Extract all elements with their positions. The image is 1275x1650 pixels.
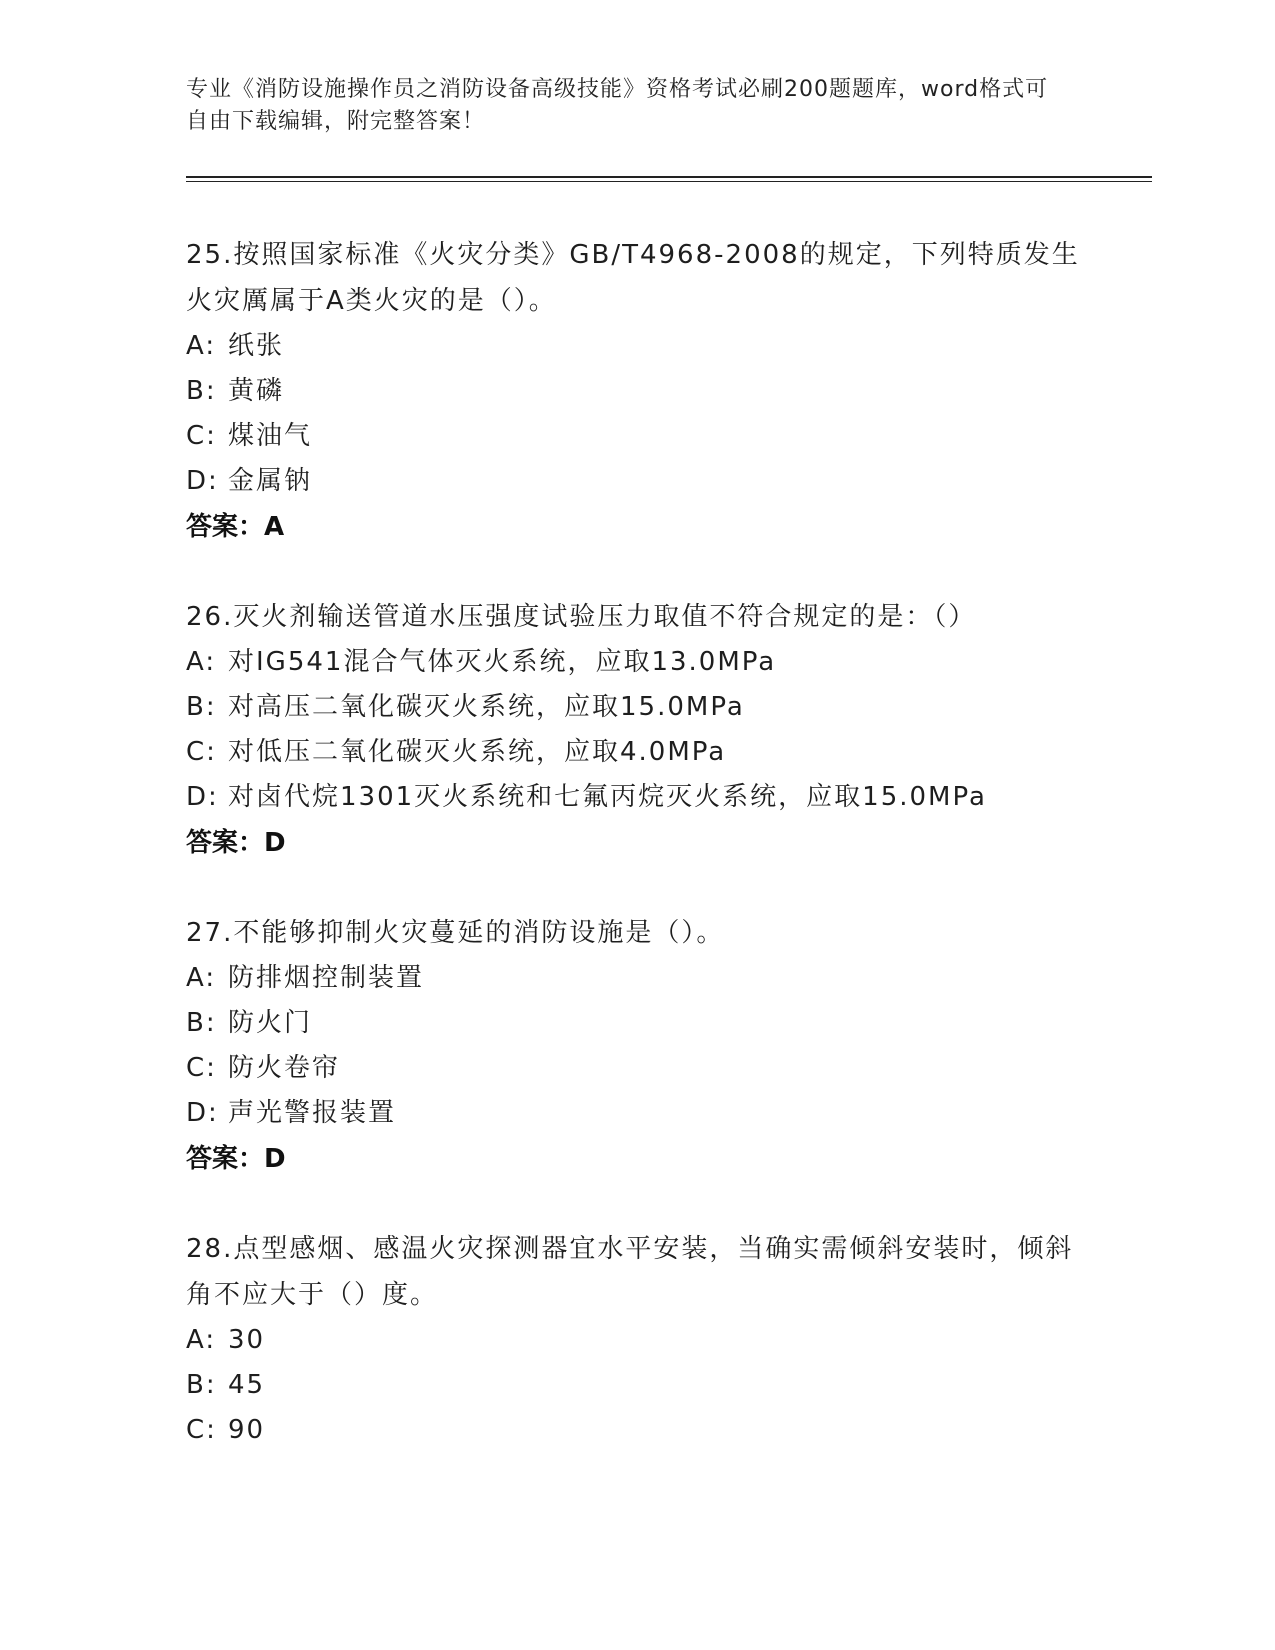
question-block	[186, 910, 1086, 1182]
answer-label: 答案：D	[186, 1144, 286, 1174]
option-row	[186, 1001, 1086, 1046]
option-row	[186, 640, 1086, 685]
option-row	[186, 685, 1086, 730]
option-key: A:	[186, 1325, 217, 1355]
option-row	[186, 324, 1086, 369]
option-text: 防火卷帘	[228, 1053, 341, 1083]
question-list	[186, 232, 1086, 1497]
option-key: D:	[186, 782, 219, 812]
question-stem: 26.灭火剂输送管道水压强度试验压力取值不符合规定的是：（）	[186, 602, 977, 632]
header-divider-thick	[186, 176, 1152, 178]
option-key: C:	[186, 1053, 217, 1083]
option-row	[186, 1363, 1086, 1408]
option-key: A:	[186, 647, 217, 677]
option-text: 金属钠	[228, 466, 313, 496]
option-key: D:	[186, 466, 219, 496]
question-block	[186, 1226, 1086, 1453]
option-row	[186, 1091, 1086, 1136]
option-row	[186, 1318, 1086, 1363]
option-row	[186, 775, 1086, 820]
option-text: 煤油气	[228, 421, 313, 451]
option-text: 对卤代烷1301灭火系统和七氟丙烷灭火系统，应取15.0MPa	[228, 782, 987, 812]
option-text: 黄磷	[228, 376, 285, 406]
answer-label: 答案：A	[186, 512, 285, 542]
question-stem: 25.按照国家标准《火灾分类》GB/T4968-2008的规定，下列特质发生火灾厲属于A类火灾的是（）。	[186, 240, 1080, 316]
option-key: C:	[186, 1415, 217, 1445]
question-block	[186, 594, 1086, 866]
question-stem: 28.点型感烟、感温火灾探测器宜水平安装，当确实需倾斜安装时，倾斜角不应大于（）度。	[186, 1234, 1074, 1310]
option-key: B:	[186, 376, 217, 406]
option-row	[186, 1408, 1086, 1453]
option-text: 防排烟控制装置	[228, 963, 425, 993]
option-key: C:	[186, 421, 217, 451]
option-text: 对低压二氧化碳灭火系统，应取4.0MPa	[228, 737, 727, 767]
question-block	[186, 232, 1086, 550]
option-key: B:	[186, 1008, 217, 1038]
option-row	[186, 730, 1086, 775]
option-row	[186, 369, 1086, 414]
option-text: 纸张	[228, 331, 285, 361]
option-row	[186, 459, 1086, 504]
option-key: B:	[186, 1370, 217, 1400]
option-key: B:	[186, 692, 217, 722]
answer-label: 答案：D	[186, 828, 286, 858]
option-text: 30	[228, 1325, 266, 1355]
option-text: 声光警报装置	[228, 1098, 397, 1128]
option-text: 90	[228, 1415, 266, 1445]
option-text: 防火门	[228, 1008, 313, 1038]
option-key: D:	[186, 1098, 219, 1128]
document-header: 专业《消防设施操作员之消防设备高级技能》资格考试必刷200题题库，word格式可自由下载编辑，附完整答案！	[186, 77, 1049, 134]
option-row	[186, 1046, 1086, 1091]
question-stem: 27.不能够抑制火灾蔓延的消防设施是（）。	[186, 918, 725, 948]
option-row	[186, 956, 1086, 1001]
option-key: C:	[186, 737, 217, 767]
header-divider-thin	[186, 181, 1152, 182]
option-text: 对IG541混合气体灭火系统，应取13.0MPa	[228, 647, 777, 677]
option-row	[186, 414, 1086, 459]
option-key: A:	[186, 963, 217, 993]
option-text: 对高压二氧化碳灭火系统，应取15.0MPa	[228, 692, 745, 722]
option-text: 45	[228, 1370, 266, 1400]
option-key: A:	[186, 331, 217, 361]
